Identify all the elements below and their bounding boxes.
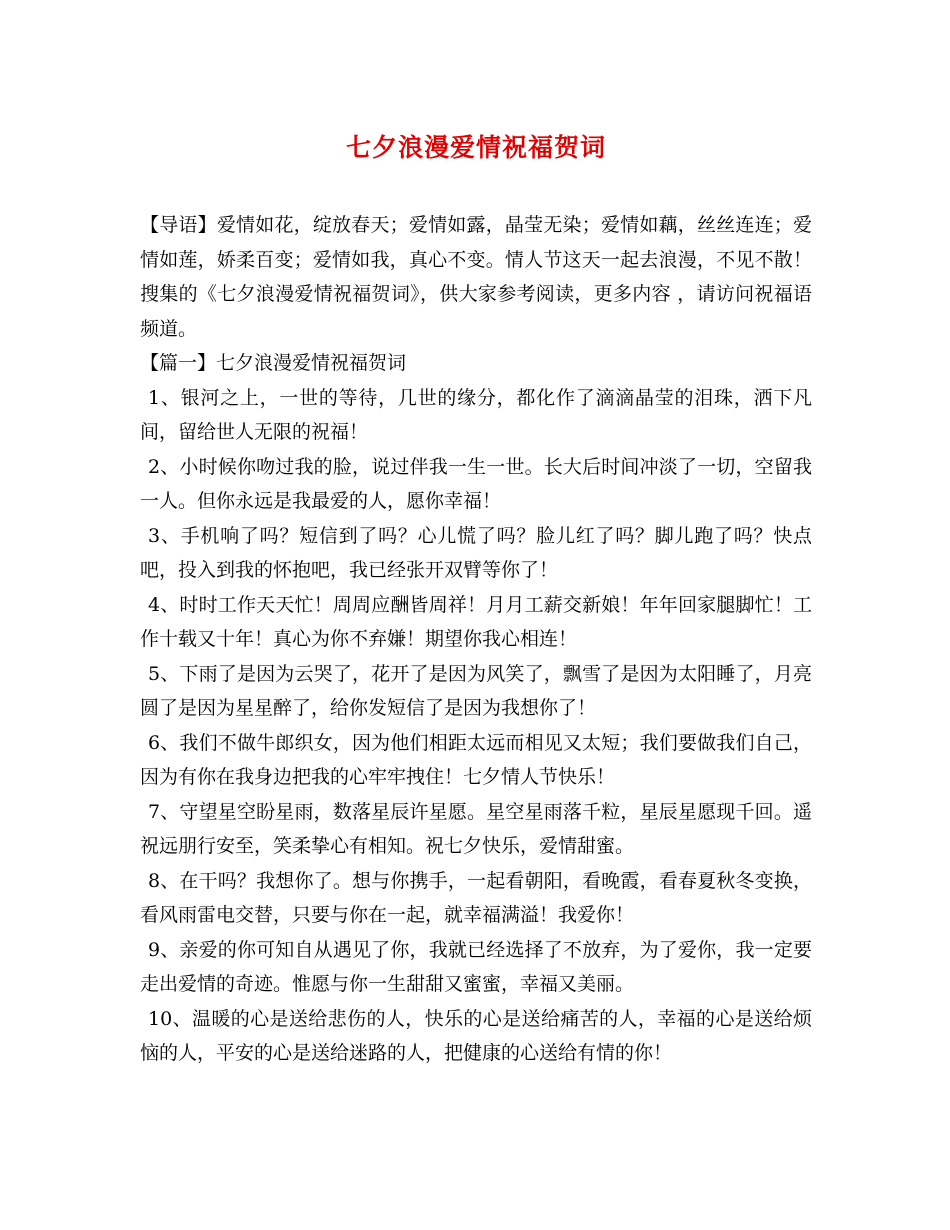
list-item: 7、守望星空盼星雨，数落星辰许星愿。星空星雨落千粒，星辰星愿现千回。遥祝远朋行安至，笑柔挚心有相知。祝七夕快乐，爱情甜蜜。 bbox=[140, 800, 812, 857]
list-item: 2、小时候你吻过我的脸，说过伴我一生一世。长大后时间冲淡了一切，空留我一人。但你永远是我最爱的人，愿你幸福！ bbox=[140, 455, 812, 512]
list-item: 5、下雨了是因为云哭了，花开了是因为风笑了，飘雪了是因为太阳睡了，月亮圆了是因为星星醉了，给你发短信了是因为我想你了！ bbox=[140, 662, 812, 719]
document-page bbox=[140, 128, 812, 1071]
list-item: 9、亲爱的你可知自从遇见了你，我就已经选择了不放弃，为了爱你，我一定要走出爱情的奇迹。惟愿与你一生甜甜又蜜蜜，幸福又美丽。 bbox=[140, 938, 812, 995]
list-item: 8、在干吗？我想你了。想与你携手，一起看朝阳，看晚霞，看春夏秋冬变换，看风雨雷电交替，只要与你在一起，就幸福满溢！我爱你！ bbox=[140, 869, 812, 926]
list-item: 3、手机响了吗？短信到了吗？心儿慌了吗？脸儿红了吗？脚儿跑了吗？快点吧，投入到我的怀抱吧，我已经张开双臂等你了！ bbox=[140, 524, 812, 581]
page-title: 七夕浪漫爱情祝福贺词 bbox=[345, 133, 606, 162]
intro-paragraph: 【导语】爱情如花，绽放春天；爱情如露，晶莹无染；爱情如藕，丝丝连连；爱情如莲，娇柔百变；爱情如我，真心不变。情人节这天一起去浪漫，不见不散！搜集的《七夕浪漫爱情祝福贺词》，供大家参考阅读，更多内容 ，请访问祝福语频道。 bbox=[140, 214, 812, 340]
list-item: 4、时时工作天天忙！周周应酬皆周祥！月月工薪交新娘！年年回家腿脚忙！工作十载又十年！真心为你不弃嫌！期望你我心相连！ bbox=[140, 593, 812, 650]
section-heading: 【篇一】七夕浪漫爱情祝福贺词 bbox=[140, 352, 407, 374]
list-item: 6、我们不做牛郎织女，因为他们相距太远而相见又太短；我们要做我们自己，因为有你在我身边把我的心牢牢拽住！七夕情人节快乐！ bbox=[140, 731, 812, 788]
list-item: 1、银河之上，一世的等待，几世的缘分，都化作了滴滴晶莹的泪珠，洒下凡间，留给世人无限的祝福！ bbox=[140, 386, 812, 443]
list-item: 10、温暖的心是送给悲伤的人，快乐的心是送给痛苦的人，幸福的心是送给烦恼的人，平安的心是送给迷路的人，把健康的心送给有情的你！ bbox=[140, 1007, 812, 1064]
